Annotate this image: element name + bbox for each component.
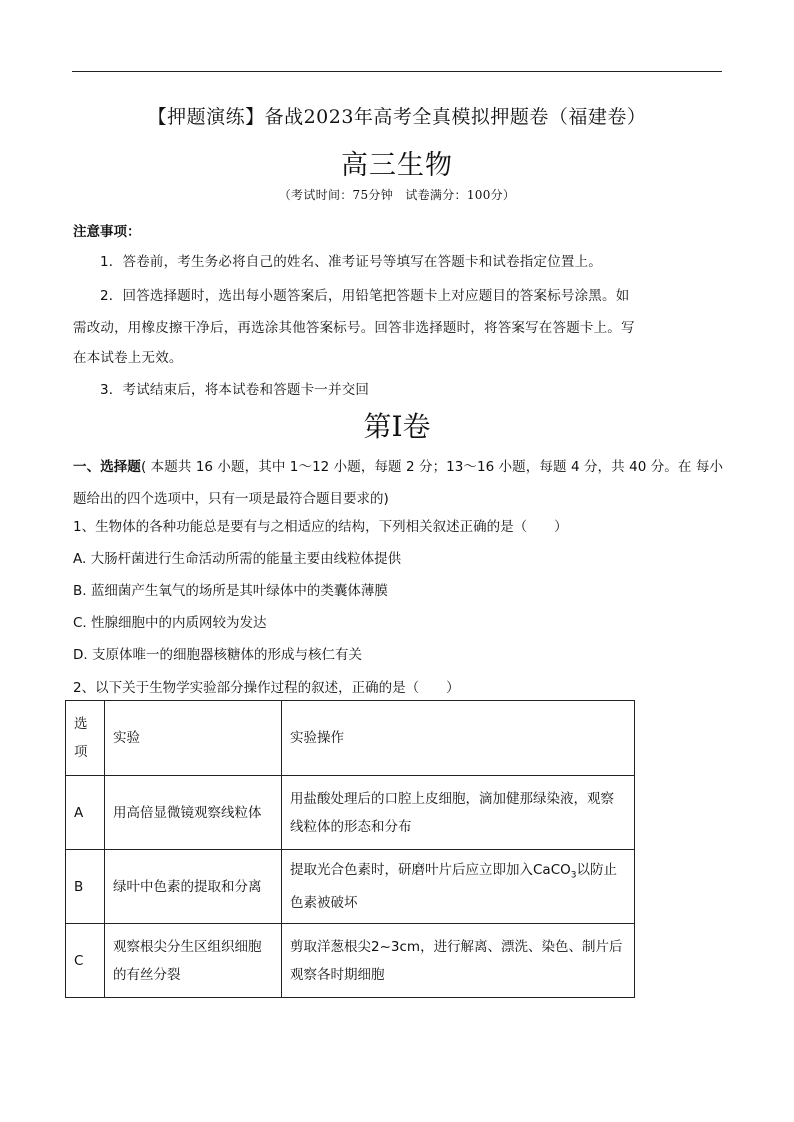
table-row xyxy=(66,776,635,850)
volume-title: 第I卷 xyxy=(363,410,431,443)
row-experiment: 绿叶中色素的提取和分离 xyxy=(105,850,282,924)
row-option: A xyxy=(66,776,105,850)
exam-meta: （考试时间：75分钟 试卷满分：100分） xyxy=(278,188,516,202)
table-header-option xyxy=(66,701,105,776)
table-header-row xyxy=(66,701,635,776)
section-label: 一、选择题 xyxy=(73,459,141,475)
section-intro xyxy=(73,451,723,515)
table-row xyxy=(66,924,635,998)
q1-option-d: D. 支原体唯一的细胞器核糖体的形成与核仁有关 xyxy=(73,647,362,663)
notice-item-3: 3．考试结束后，将本试卷和答题卡一并交回 xyxy=(100,382,370,398)
notice-item-2-line-1: 2．回答选择题时，选出每小题答案后，用铅笔把答题卡上对应题目的答案标号涂黑。如 xyxy=(100,288,630,304)
operation-text-post: 以防止色素被破坏 xyxy=(290,861,617,912)
row-operation: 用盐酸处理后的口腔上皮细胞，滴加健那绿染液，观察线粒体的形态和分布 xyxy=(282,776,635,850)
row-operation: 剪取洋葱根尖2~3cm，进行解离、漂洗、染色、制片后观察各时期细胞 xyxy=(282,924,635,998)
q1-option-a: A. 大肠杆菌进行生命活动所需的能量主要由线粒体提供 xyxy=(73,551,402,567)
exam-header: 【押题演练】备战2023年高考全真模拟押题卷（福建卷） xyxy=(147,106,647,128)
q2-table xyxy=(65,700,635,998)
q1-option-c: C. 性腺细胞中的内质网较为发达 xyxy=(73,615,267,631)
row-operation xyxy=(282,850,635,924)
header-rule xyxy=(72,71,722,72)
section-text: ( 本题共 16 小题，其中 1～12 小题，每题 2 分；13～16 小题，每题 4 分，共 40 分。在 每小题给出的四个选项中，只有一项是最符合题目要求的) xyxy=(73,459,723,507)
row-option: C xyxy=(66,924,105,998)
q2-stem: 2、以下关于生物学实验部分操作过程的叙述，正确的是（ ） xyxy=(73,680,460,696)
operation-subscript: 3 xyxy=(570,870,577,881)
table-header-experiment: 实验 xyxy=(105,701,282,776)
notice-item-2-line-3: 在本试卷上无效。 xyxy=(73,350,183,366)
notice-item-1: 1．答卷前，考生务必将自己的姓名、准考证号等填写在答题卡和试卷指定位置上。 xyxy=(100,254,602,270)
table-row xyxy=(66,850,635,924)
page-title: 高三生物 xyxy=(341,150,453,181)
header-option-label: 选项 xyxy=(74,716,88,760)
notice-heading: 注意事项： xyxy=(73,224,141,240)
table-header-operation: 实验操作 xyxy=(282,701,635,776)
q1-stem: 1、生物体的各种功能总是要有与之相适应的结构，下列相关叙述正确的是（ ） xyxy=(73,519,568,535)
row-experiment: 用高倍显微镜观察线粒体 xyxy=(105,776,282,850)
operation-text-pre: 提取光合色素时，研磨叶片后应立即加入CaCO xyxy=(290,861,571,878)
row-option: B xyxy=(66,850,105,924)
q1-option-b: B. 蓝细菌产生氧气的场所是其叶绿体中的类囊体薄膜 xyxy=(73,583,388,599)
notice-item-2-line-2: 需改动，用橡皮擦干净后，再选涂其他答案标号。回答非选择题时，将答案写在答题卡上。写 xyxy=(73,320,635,336)
row-experiment: 观察根尖分生区组织细胞的有丝分裂 xyxy=(105,924,282,998)
